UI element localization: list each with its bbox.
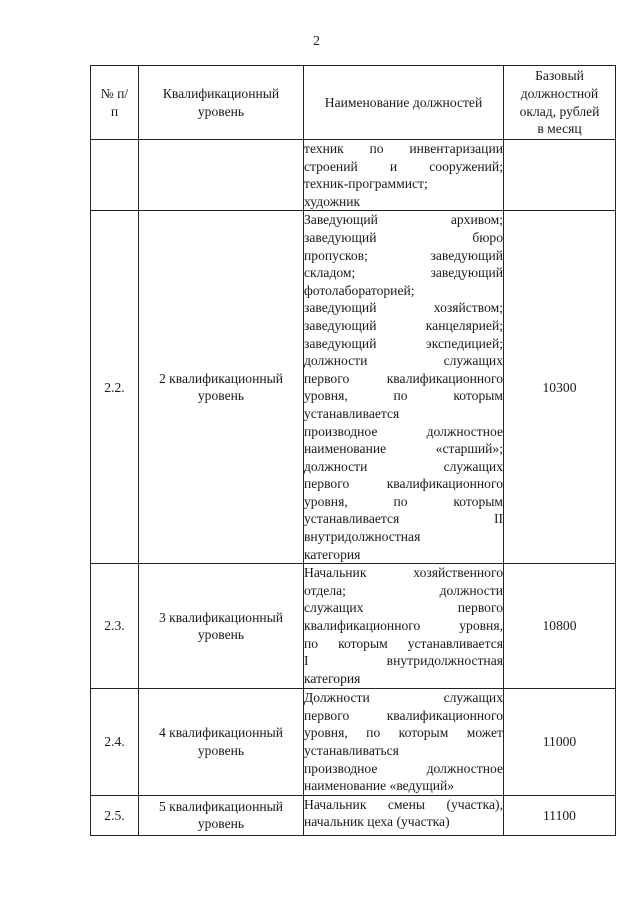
position-name-line: складом; заведующий (304, 265, 503, 281)
position-name-line: художник (304, 193, 361, 209)
base-salary-cell: 10300 (504, 211, 616, 564)
position-names-cell (304, 689, 504, 796)
position-name-line: первого квалификационного (304, 707, 503, 723)
base-salary-cell: 10800 (504, 564, 616, 689)
position-names-cell (304, 564, 504, 689)
position-name-line: первого квалификационного (304, 476, 503, 492)
position-name-line: уровня, по которым может (304, 725, 503, 741)
position-names-cell (304, 795, 504, 835)
position-name-line: устанавливается (304, 405, 400, 421)
qualification-level-cell: 3 квалификационный уровень (139, 564, 304, 689)
position-name-line: уровня, по которым (304, 388, 503, 404)
header-salary (504, 66, 616, 140)
position-name-line: техник-программист; (304, 176, 428, 192)
table-body (91, 140, 616, 836)
position-name-line: по которым устанавливается (304, 635, 503, 651)
position-name-line: Начальник смены (участка), (304, 796, 503, 812)
header-num (91, 66, 139, 140)
qualification-level-cell: 4 квалификационный уровень (139, 689, 304, 796)
header-name (304, 66, 504, 140)
position-name-line: наименование «старший»; (304, 441, 503, 457)
position-name-line: внутридолжностная (304, 529, 421, 545)
row-number-cell: 2.4. (91, 689, 139, 796)
position-name-line: заведующий хозяйством; (304, 300, 503, 316)
position-name-line: производное должностное (304, 760, 503, 776)
position-name-line: квалификационного уровня, (304, 618, 503, 634)
position-name-line: устанавливаться (304, 743, 399, 759)
position-name-line: наименование «ведущий» (304, 778, 455, 794)
table-row (91, 140, 616, 211)
header-level-label: Квалификационный уровень (162, 85, 280, 119)
table-row (91, 689, 616, 796)
position-name-line: пропусков; заведующий (304, 247, 503, 263)
position-name-line: заведующий бюро (304, 229, 503, 245)
header-num-label: № п/п (100, 85, 129, 119)
position-name-line: техник по инвентаризации (304, 141, 503, 156)
qualification-level-cell (139, 140, 304, 211)
position-name-line: должности служащих (304, 353, 503, 369)
table-header-row (91, 66, 616, 140)
header-name-label: Наименование должностей (324, 94, 483, 110)
position-name-line: уровня, по которым (304, 493, 503, 509)
table-row (91, 211, 616, 564)
position-names-cell (304, 140, 504, 211)
row-number-cell: 2.3. (91, 564, 139, 689)
position-name-line: фотолабораторией; (304, 282, 415, 298)
base-salary-cell (504, 140, 616, 211)
position-name-line: отдела; должности (304, 582, 503, 598)
position-name-line: Должности служащих (304, 690, 503, 706)
page-number: 2 (313, 34, 320, 49)
base-salary-cell: 11100 (504, 795, 616, 835)
position-name-line: I внутридолжностная (304, 653, 503, 669)
position-name-line: категория (304, 546, 361, 562)
qualification-level-cell: 5 квалификационный уровень (139, 795, 304, 835)
position-name-line: Начальник хозяйственного (304, 565, 503, 581)
base-salary-cell: 11000 (504, 689, 616, 796)
position-name-line: первого квалификационного (304, 370, 503, 386)
position-name-line: производное должностное (304, 423, 503, 439)
table-row (91, 795, 616, 835)
position-name-line: должности служащих (304, 458, 503, 474)
position-name-line: строений и сооружений; (304, 158, 503, 174)
header-level (139, 66, 304, 140)
position-name-line: Заведующий архивом; (304, 212, 503, 228)
qualification-level-cell: 2 квалификационный уровень (139, 211, 304, 564)
position-name-line: заведующий канцелярией; (304, 317, 503, 333)
position-name-line: начальник цеха (участка) (304, 814, 450, 830)
position-name-line: заведующий экспедицией; (304, 335, 503, 351)
position-name-line: устанавливается II (304, 511, 503, 527)
position-name-line: категория (304, 670, 361, 686)
position-name-line: служащих первого (304, 600, 503, 616)
position-names-cell (304, 211, 504, 564)
salary-table (90, 65, 616, 836)
table-row (91, 564, 616, 689)
row-number-cell: 2.2. (91, 211, 139, 564)
header-salary-label: Базовый должностной оклад, рублей в месяц (519, 68, 600, 137)
row-number-cell (91, 140, 139, 211)
row-number-cell: 2.5. (91, 795, 139, 835)
